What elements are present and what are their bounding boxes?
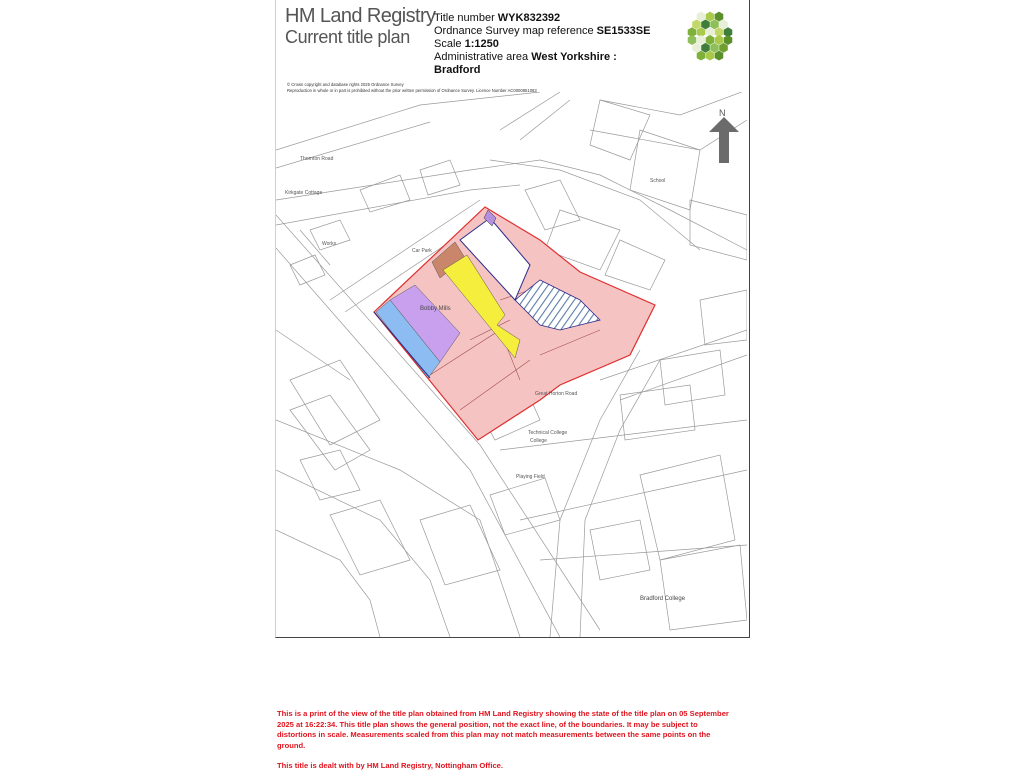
logo-hexagon — [706, 51, 715, 61]
logo-hexagon — [715, 35, 724, 45]
title-number-row — [434, 12, 650, 25]
scale-label: Scale — [434, 38, 462, 50]
building-outline — [300, 450, 360, 500]
logo-hexagon — [688, 35, 697, 45]
admin-area-row-2 — [434, 64, 650, 77]
building-outline — [420, 505, 500, 585]
building-outline — [525, 180, 580, 230]
building-outline — [290, 395, 370, 470]
admin-area-row — [434, 51, 650, 64]
building-outline — [590, 520, 650, 580]
label-playing-field: Playing Field — [516, 474, 545, 480]
os-ref-row — [434, 25, 650, 38]
logo-hexagon — [719, 19, 728, 29]
building-outline — [700, 290, 747, 345]
logo-hexagon — [697, 12, 706, 22]
logo-hexagon — [692, 19, 701, 29]
logo-hexagon — [715, 12, 724, 22]
admin-area-2: Bradford — [434, 64, 481, 76]
road-edge — [276, 92, 540, 150]
org-name: HM Land Registry — [285, 5, 436, 27]
label-road-2: Great Horton Road — [535, 391, 578, 397]
label-school: School — [650, 178, 666, 184]
road-edge — [520, 100, 570, 140]
north-label: N — [719, 108, 726, 118]
document-type: Current title plan — [285, 27, 410, 47]
admin-area-label: Administrative area — [434, 51, 529, 63]
office-notice: This title is dealt with by HM Land Registry, Nottingham Office. — [277, 761, 504, 770]
label-kirkgate: Kirkgate Cottage — [285, 190, 323, 196]
logo-hexagon — [710, 43, 719, 53]
building-outline — [640, 455, 735, 560]
road-edge — [276, 530, 380, 637]
road-edge — [520, 470, 747, 520]
os-ref: SE1533SE — [596, 25, 651, 37]
logo-hexagon — [724, 35, 733, 45]
logo-hexagon — [701, 43, 710, 53]
road-edge — [540, 545, 747, 560]
copyright-line-1: © Crown copyright and database rights 2025 Ordnance Survey — [287, 82, 404, 87]
hm-land-registry-header — [285, 6, 435, 46]
building-outline — [360, 175, 410, 212]
building-outline — [630, 130, 700, 210]
building-outline — [605, 240, 665, 290]
copyright-line-2: Reproduction in whole or in part is prohibited without the prior written permission of Ordnance Survey. Licence Number AC0000851063 — [287, 88, 537, 93]
road-edge — [620, 355, 747, 400]
title-number: WYK832392 — [497, 12, 561, 24]
logo-hexagon — [697, 35, 706, 45]
road-edge — [276, 330, 350, 380]
label-car-park: Car Park — [412, 248, 432, 254]
title-number-label: Title number — [434, 12, 495, 24]
building-outline — [620, 385, 695, 440]
label-technical-college: Technical College — [528, 430, 568, 436]
label-bradford-college: Bradford College — [640, 596, 686, 602]
building-outline — [420, 160, 460, 195]
label-bobby-mills: Bobby Mills — [420, 306, 451, 312]
building-outline — [690, 200, 747, 260]
building-outline — [660, 545, 747, 630]
building-outline — [290, 360, 380, 445]
label-works: Works — [322, 241, 337, 247]
road-edge — [500, 92, 560, 130]
title-block — [434, 12, 650, 77]
logo-hexagon — [710, 19, 719, 29]
logo-hexagon — [719, 43, 728, 53]
logo-hexagon — [701, 19, 710, 29]
building-outline — [330, 500, 410, 575]
logo-hexagon — [697, 51, 706, 61]
logo-hexagon — [706, 35, 715, 45]
scale-value: 1:1250 — [464, 38, 499, 50]
road-edge — [276, 470, 450, 637]
print-notice: This is a print of the view of the title plan obtained from HM Land Registry showing the state of the title plan on 05 September 2025 at 16:22:34. This title plan shows the general position, not the exact line, of the boundaries. It may be subject to distortions in scale. Measurements scaled from this plan may not match measurements between the same points on the ground. — [277, 709, 729, 750]
road-edge — [276, 420, 520, 637]
land-registry-logo-icon — [679, 8, 741, 66]
logo-hexagon — [715, 51, 724, 61]
logo-hexagon — [706, 12, 715, 22]
scale-row — [434, 38, 650, 51]
footer-notice — [277, 709, 739, 772]
north-arrow — [709, 117, 739, 163]
building-outline — [660, 350, 725, 405]
title-plan-map — [276, 92, 747, 637]
admin-area-1: West Yorkshire : — [531, 51, 617, 63]
logo-hexagon — [692, 43, 701, 53]
label-college: College — [530, 438, 547, 444]
os-ref-label: Ordnance Survey map reference — [434, 25, 594, 37]
label-road-1: Thornton Road — [300, 156, 334, 162]
